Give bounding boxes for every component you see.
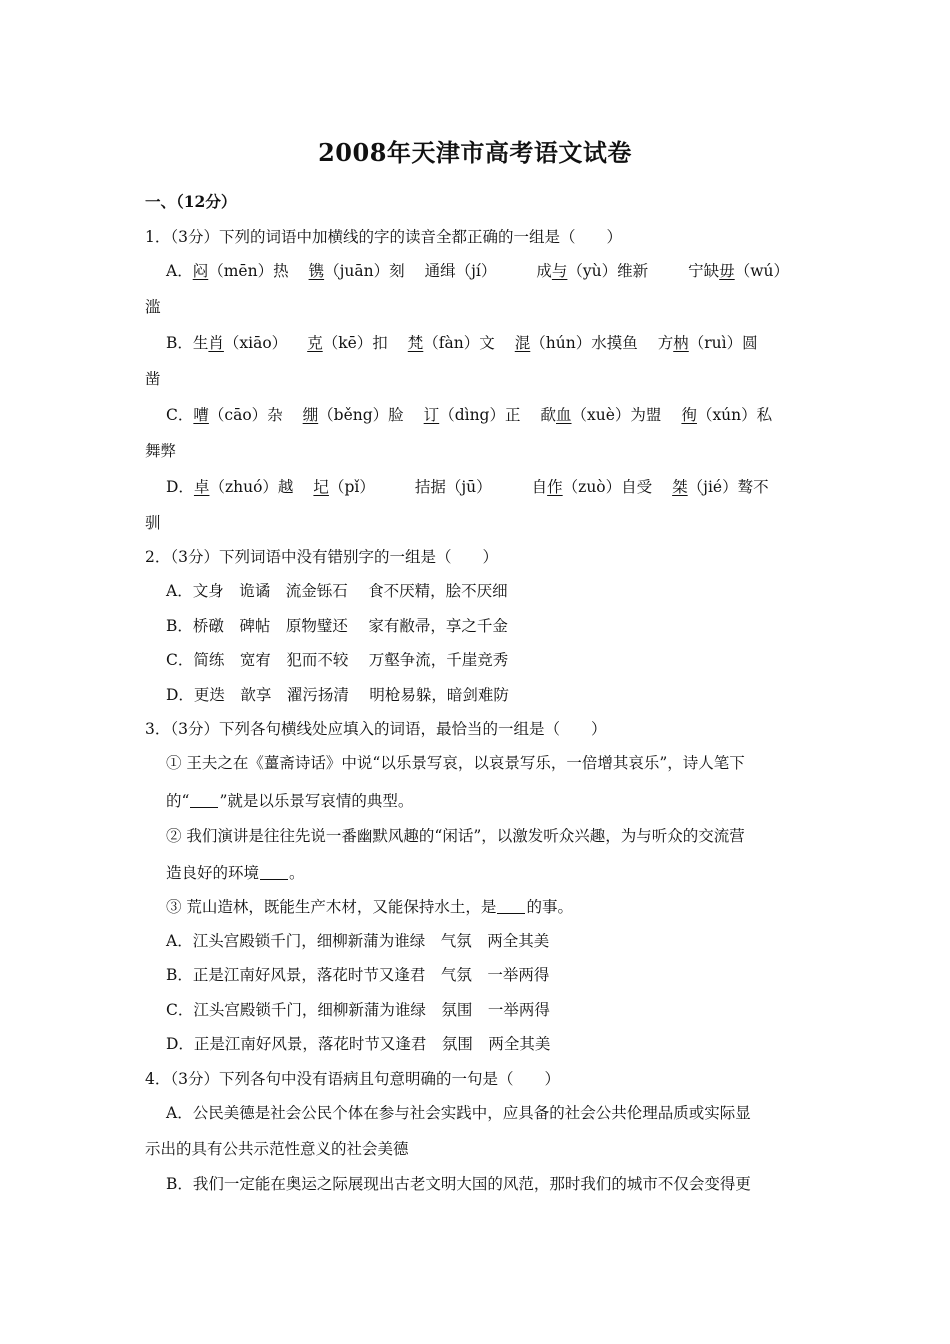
q2-option-d: D．更迭 歆享 濯污扬清 明枪易躲，暗剑难防 <box>166 686 509 704</box>
q1-stem: 1．（3分）下列的词语中加横线的字的读音全都正确的一组是（ ） <box>145 228 622 246</box>
q1-option-a-wrap: 滥 <box>145 298 161 316</box>
q3-option-b: B．正是江南好风景，落花时节又逢君 气氛 一举两得 <box>166 966 550 984</box>
q3-option-a: A．江头宫殿锁千门，细柳新蒲为谁绿 气氛 两全其美 <box>166 932 550 950</box>
q2-option-b: B．桥礅 碑帖 原物璧还 家有敝帚，享之千金 <box>166 617 508 635</box>
fill-blank-2 <box>260 864 288 880</box>
q3-sentence-2-wrap: 造良好的环境 。 <box>166 864 305 882</box>
q3-sentence-2: ② 我们演讲是往往先说一番幽默风趣的“闲话”，以激发听众兴趣，为与听众的交流营 <box>166 827 745 845</box>
fill-blank-3 <box>497 898 525 914</box>
exam-title: 2008年天津市高考语文试卷 <box>318 138 632 167</box>
fill-blank-1 <box>190 792 218 808</box>
q3-stem: 3．（3分）下列各句横线处应填入的词语，最恰当的一组是（ ） <box>145 720 607 738</box>
q2-stem: 2．（3分）下列词语中没有错别字的一组是（ ） <box>145 548 498 566</box>
q1-option-c: C．嘈（cāo）杂 绷（běng）脸 订（dìng）正 歃血（xuè）为盟 徇（xún）私 <box>166 406 773 424</box>
q1-option-b-wrap: 凿 <box>145 370 161 388</box>
q4-stem: 4．（3分）下列各句中没有语病且句意明确的一句是（ ） <box>145 1070 560 1088</box>
q1-option-b: B．生肖（xiāo） 克（kē）扣 梵（fàn）文 混（hún）水摸鱼 方枘（ruì）圆 <box>166 334 758 352</box>
q4-option-a-wrap: 示出的具有公共示范性意义的社会美德 <box>145 1140 409 1158</box>
q1-option-d: D．卓（zhuó）越 圮（pǐ） 拮据（jū） 自作（zuò）自受 桀（jié）骜不 <box>166 478 769 496</box>
q3-option-c: C．江头宫殿锁千门，细柳新蒲为谁绿 氛围 一举两得 <box>166 1001 550 1019</box>
q3-sentence-3: ③ 荒山造林，既能生产木材，又能保持水土，是 的事。 <box>166 898 573 916</box>
q1-option-c-wrap: 舞弊 <box>145 442 177 460</box>
q4-option-b: B．我们一定能在奥运之际展现出古老文明大国的风范，那时我们的城市不仅会变得更 <box>166 1175 751 1193</box>
q2-option-c: C．简练 宽宥 犯而不较 万壑争流，千崖竞秀 <box>166 651 509 669</box>
section-heading: 一、（12分） <box>145 192 237 211</box>
q3-option-d: D．正是江南好风景，落花时节又逢君 氛围 两全其美 <box>166 1035 551 1053</box>
q4-option-a: A．公民美德是社会公民个体在参与社会实践中，应具备的社会公共伦理品质或实际显 <box>166 1104 751 1122</box>
q1-option-a: A．闷（mēn）热 镌（juān）刻 通缉（jí） 成与（yù）维新 宁缺毋（wú） <box>166 262 789 280</box>
q3-sentence-1-wrap: 的“ ”就是以乐景写哀情的典型。 <box>166 792 414 810</box>
q3-sentence-1: ① 王夫之在《薑斋诗话》中说“以乐景写哀，以哀景写乐，一倍增其哀乐”，诗人笔下 <box>166 754 745 772</box>
q1-option-d-wrap: 驯 <box>145 514 161 532</box>
q2-option-a: A．文身 诡谲 流金铄石 食不厌精，脍不厌细 <box>166 582 508 600</box>
